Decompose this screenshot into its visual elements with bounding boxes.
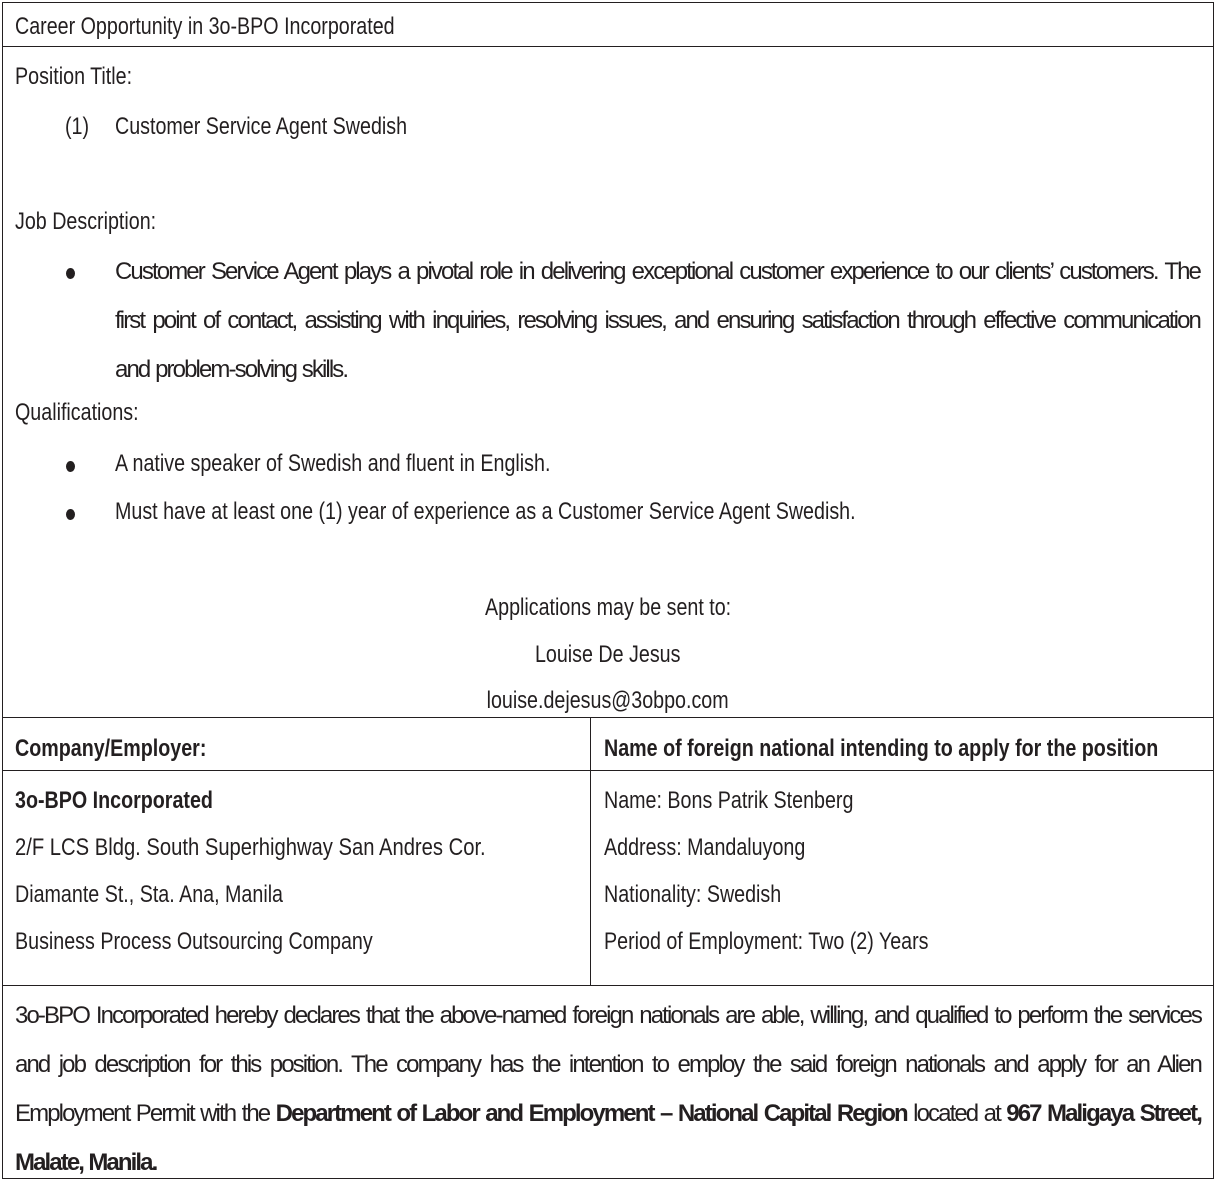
declaration-office: Department of Labor and Employment – National Capital Region [275, 1100, 907, 1127]
company-name: 3o-BPO Incorporated [15, 787, 213, 814]
qualifications-label: Qualifications: [15, 399, 139, 426]
divider [3, 46, 1213, 47]
divider [3, 770, 1213, 771]
position-label: Position Title: [15, 63, 133, 90]
divider [3, 985, 1213, 986]
foreign-national-address: Address: Mandaluyong [604, 834, 806, 861]
bullet-icon [66, 461, 75, 472]
divider [3, 717, 1213, 718]
contact-email[interactable]: louise.dejesus@3obpo.com [486, 687, 730, 714]
position-number: (1) [65, 113, 90, 140]
declaration-location: 967 Maligaya Street, Malate, Manila. [15, 1100, 1201, 1176]
company-address-line2: Diamante St., Sta. Ana, Manila [15, 881, 284, 908]
foreign-national-nationality: Nationality: Swedish [604, 881, 782, 908]
declaration-part2: located at [906, 1100, 1007, 1127]
contact-name-row [3, 640, 1213, 670]
bullet-icon [66, 268, 75, 279]
foreign-national-header: Name of foreign national intending to apply for the position [604, 735, 1159, 762]
job-description-text: Customer Service Agent plays a pivotal role in delivering exceptional customer experience to our clients’ customers. The first point of contact, assisting with inquiries, resolving issues, and ensuring satisfaction through effective communication and problem-solving skills. [115, 258, 1200, 383]
employment-period: Period of Employment: Two (2) Years [604, 928, 929, 955]
qualification-item: Must have at least one (1) year of experience as a Customer Service Agent Swedish. [115, 498, 856, 525]
contact-email-row [3, 686, 1213, 716]
foreign-national-name: Name: Bons Patrik Stenberg [604, 787, 854, 814]
position-title: Customer Service Agent Swedish [115, 113, 408, 140]
applications-label-row [3, 593, 1213, 623]
company-address-line1: 2/F LCS Bldg. South Superhighway San Andres Cor. [15, 834, 486, 861]
contact-name: Louise De Jesus [535, 641, 681, 668]
bullet-icon [66, 509, 75, 520]
column-divider [590, 717, 591, 985]
company-header: Company/Employer: [15, 735, 207, 762]
document-title: Career Opportunity in 3o-BPO Incorporated [15, 13, 395, 40]
declaration-text [15, 991, 1201, 1187]
job-description-label: Job Description: [15, 208, 157, 235]
qualification-item: A native speaker of Swedish and fluent in English. [115, 450, 551, 477]
job-posting-document [2, 2, 1214, 1179]
declaration-part1: 3o-BPO Incorporated hereby declares that the above-named foreign nationals are able, willing, and qualified to perform the services and job description for this position. The company has the intention to employ the said foreign nationals and apply for an Alien Employment Permit with the [15, 1002, 1201, 1127]
company-type: Business Process Outsourcing Company [15, 928, 373, 955]
applications-label: Applications may be sent to: [484, 594, 732, 621]
